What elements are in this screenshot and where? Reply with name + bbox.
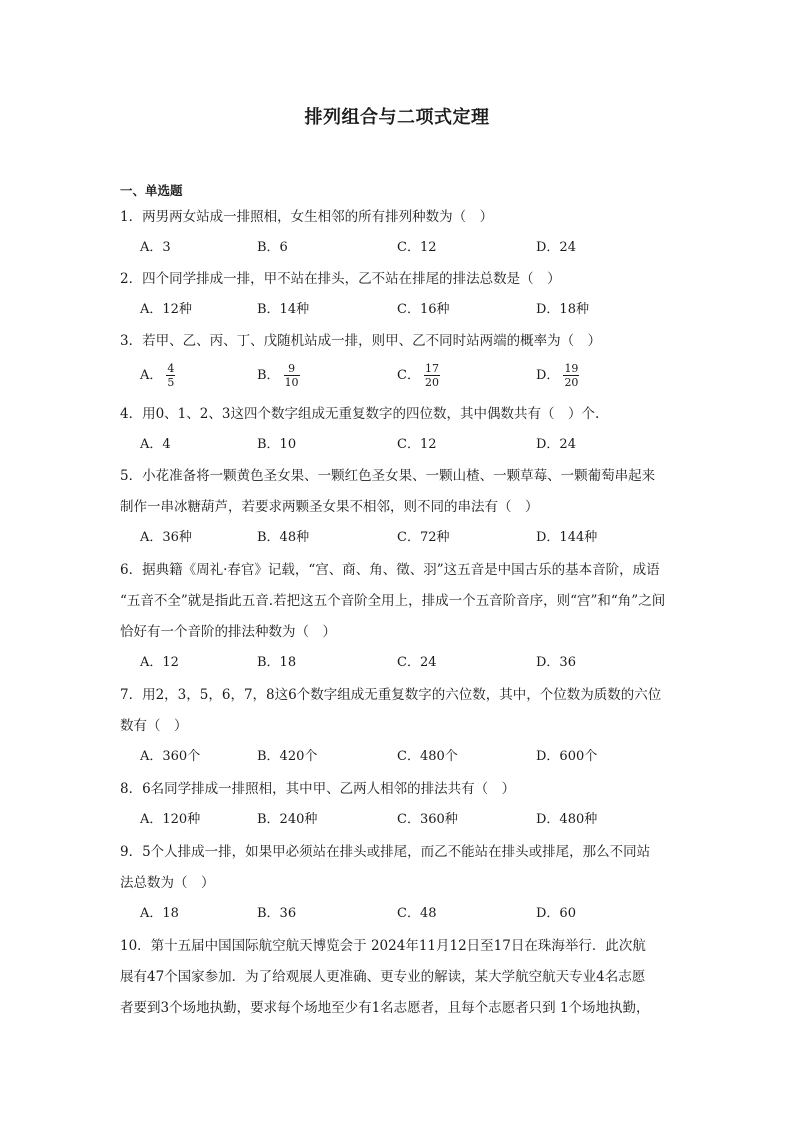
option-a[interactable]: A．3 — [140, 240, 171, 255]
question-9-options — [0, 905, 794, 927]
question-10-text-line3: 者要到3个场地执勤，要求每个场地至少有1名志愿者，且每个志愿者只到 1个场地执勤， — [120, 1000, 650, 1016]
question-7-text-line2: 数有（ ） — [120, 718, 188, 734]
denominator: 10 — [284, 376, 299, 389]
question-10-text-line1: 10．第十五届中国国际航空航天博览会于 2024年11月12日至17日在珠海举行．此次航 — [120, 938, 646, 954]
question-8-text: 8．6名同学排成一排照相，其中甲、乙两人相邻的排法共有（ ） — [120, 781, 516, 797]
option-c[interactable] — [397, 362, 440, 389]
question-9-text-line2: 法总数为（ ） — [120, 875, 215, 891]
question-5-text-line1: 5．小花准备将一颗黄色圣女果、一颗红色圣女果、一颗山楂、一颗草莓、一颗葡萄串起来 — [120, 468, 656, 484]
option-b[interactable]: B．14种 — [257, 302, 310, 317]
option-a[interactable]: A．18 — [140, 906, 179, 921]
option-b[interactable]: B．36 — [257, 906, 297, 921]
option-label: A． — [140, 368, 163, 383]
option-d[interactable]: D．24 — [536, 437, 576, 452]
question-1-options — [0, 239, 794, 261]
question-3-text: 3．若甲、乙、丙、丁、戊随机站成一排，则甲、乙不同时站两端的概率为（ ） — [120, 333, 602, 349]
denominator: 20 — [424, 376, 439, 389]
option-d[interactable] — [536, 362, 579, 389]
question-2-options — [0, 301, 794, 323]
option-c[interactable]: C．12 — [397, 437, 437, 452]
option-label: D． — [536, 368, 560, 383]
fraction — [166, 362, 175, 389]
question-6-options — [0, 654, 794, 676]
question-4-text: 4．用0、1、2、3这四个数字组成无重复数字的四位数，其中偶数共有（ ）个. — [120, 406, 600, 422]
option-a[interactable]: A．120种 — [140, 812, 201, 827]
option-label: B． — [257, 368, 280, 383]
question-7-text-line1: 7．用2，3，5，6，7，8这6个数字组成无重复数字的六位数，其中，个位数为质数的六位 — [120, 687, 662, 703]
fraction — [563, 362, 579, 389]
option-d[interactable]: D．600个 — [536, 749, 598, 764]
numerator: 17 — [424, 362, 439, 375]
option-a[interactable]: A．360个 — [140, 749, 201, 764]
option-a[interactable]: A．12 — [140, 655, 179, 670]
option-b[interactable]: B．18 — [257, 655, 297, 670]
option-c[interactable]: C．24 — [397, 655, 437, 670]
question-1-text: 1．两男两女站成一排照相，女生相邻的所有排列种数为（ ） — [120, 209, 494, 225]
option-b[interactable]: B．6 — [257, 240, 288, 255]
option-d[interactable]: D．18种 — [536, 302, 589, 317]
question-2-text: 2．四个同学排成一排，甲不站在排头，乙不站在排尾的排法总数是（ ） — [120, 271, 561, 287]
option-label: C． — [397, 368, 420, 383]
option-d[interactable]: D．36 — [536, 655, 576, 670]
fraction — [424, 362, 440, 389]
option-b[interactable]: B．240种 — [257, 812, 318, 827]
question-5-options — [0, 529, 794, 551]
question-6-text-line2: “五音不全”就是指此五音.若把这五个音阶全用上，排成一个五音阶音序，则“宫”和“角”之间 — [120, 593, 666, 609]
numerator: 9 — [288, 362, 296, 375]
page-title: 排列组合与二项式定理 — [304, 107, 490, 128]
denominator: 20 — [564, 376, 579, 389]
option-a[interactable]: A．4 — [140, 437, 171, 452]
option-c[interactable]: C．480个 — [397, 749, 458, 764]
question-10-text-line2: 展有47个国家参加．为了给观展人更准确、更专业的解读，某大学航空航天专业4名志愿 — [120, 969, 646, 985]
option-a[interactable]: A．36种 — [140, 530, 192, 545]
numerator: 19 — [564, 362, 579, 375]
option-b[interactable]: B．48种 — [257, 530, 310, 545]
question-7-options — [0, 748, 794, 770]
question-6-text-line3: 恰好有一个音阶的排法种数为（ ） — [120, 624, 336, 640]
option-a[interactable]: A．12种 — [140, 302, 192, 317]
question-5-text-line2: 制作一串冰糖葫芦，若要求两颗圣女果不相邻，则不同的串法有（ ） — [120, 499, 539, 515]
option-c[interactable]: C．72种 — [397, 530, 450, 545]
fraction — [284, 362, 300, 389]
section-heading: 一、单选题 — [120, 183, 183, 198]
option-c[interactable]: C．360种 — [397, 812, 458, 827]
denominator: 5 — [167, 376, 175, 389]
option-b[interactable] — [257, 362, 300, 389]
question-4-options — [0, 436, 794, 458]
option-b[interactable]: B．420个 — [257, 749, 318, 764]
option-d[interactable]: D．144种 — [536, 530, 598, 545]
question-9-text-line1: 9．5个人排成一排，如果甲必须站在排头或排尾，而乙不能站在排头或排尾，那么不同站 — [120, 844, 651, 860]
option-c[interactable]: C．16种 — [397, 302, 450, 317]
option-d[interactable]: D．24 — [536, 240, 576, 255]
numerator: 4 — [167, 362, 175, 375]
option-a[interactable] — [140, 362, 175, 389]
question-6-text-line1: 6．据典籍《周礼·春官》记载，“宫、商、角、徵、羽”这五音是中国古乐的基本音阶，成语 — [120, 562, 660, 578]
option-d[interactable]: D．480种 — [536, 812, 598, 827]
question-8-options — [0, 811, 794, 833]
option-d[interactable]: D．60 — [536, 906, 576, 921]
question-3-options — [0, 362, 794, 396]
option-c[interactable]: C．12 — [397, 240, 437, 255]
option-b[interactable]: B．10 — [257, 437, 297, 452]
option-c[interactable]: C．48 — [397, 906, 437, 921]
